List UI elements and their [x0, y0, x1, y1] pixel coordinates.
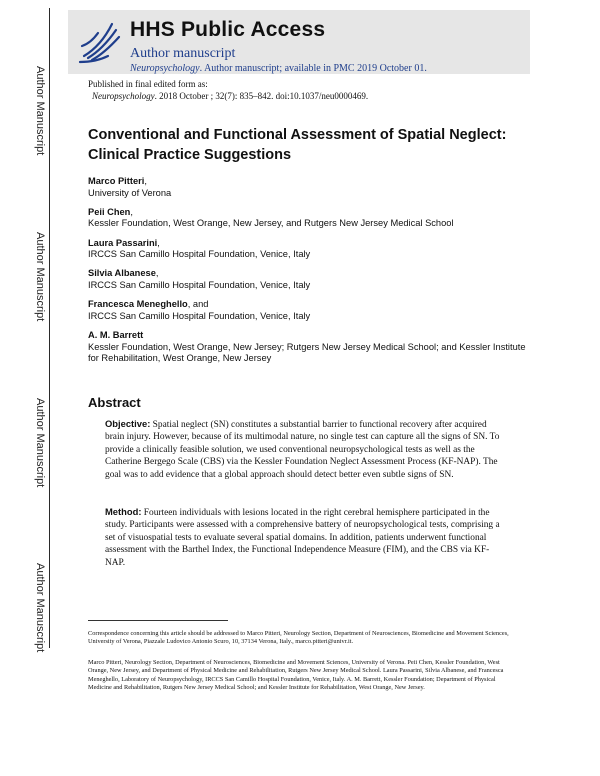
article-title-line-2: Clinical Practice Suggestions	[88, 147, 292, 163]
citation-journal: Neuropsychology	[92, 91, 155, 101]
banner-title: HHS Public Access	[130, 18, 326, 41]
hhs-public-access-banner	[68, 10, 530, 74]
author-manuscript-rail	[0, 0, 68, 776]
abstract-method	[105, 506, 505, 569]
citation	[88, 90, 368, 102]
objective-text: Spatial neglect (SN) constitutes a substantial barrier to functional recovery after acquired brain injury. However, because of its multimodal nature, no single test can capture all the signs of SN. To provide a clinically feasible solution, we used conventional neuropsychological tests as well as the Catherine Bergego Scale (CBS) via the Kessler Foundation Neglect Assessment Process (KF-NAP). The goal was to add evidence that a global approach should detect better even subtle signs of SN.	[105, 420, 500, 480]
author-entry	[88, 299, 528, 322]
affiliations-footnote: Marco Pitteri, Neurology Section, Department of Neurosciences, Biomedicine and Movement Sciences, University of Verona. Peii Chen, Kessler Foundation, West Orange, New Jersey, and Department of Physical Medicine and Rehabilitation, Rutgers New Jersey Medical School. Laura Passarini, Silvia Albanese, and Francesca Meneghello, Laboratory of Neuropsychology, IRCCS San Camillo Hospital Foundation, Venice, Italy. A. M. Barrett, Kessler Foundation; Department of Physical Medicine and Rehabilitation, Rutgers New Jersey Medical School; and Kessler Institute for Rehabilitation, West Orange, New Jersey.	[88, 659, 504, 691]
citation-details: . 2018 October ; 32(7): 835–842. doi:10.1037/neu0000469.	[154, 91, 369, 101]
author-name: A. M. Barrett	[88, 329, 144, 340]
banner-availability	[130, 63, 427, 74]
author-affiliation: Kessler Foundation, West Orange, New Jersey, and Rutgers New Jersey Medical School	[88, 218, 454, 229]
author-affiliation: IRCCS San Camillo Hospital Foundation, Venice, Italy	[88, 249, 311, 260]
author-affiliation: IRCCS San Camillo Hospital Foundation, Venice, Italy	[88, 310, 311, 321]
article-title-line-1: Conventional and Functional Assessment of Spatial Neglect:	[88, 127, 507, 143]
method-text: Fourteen individuals with lesions located in the right cerebral hemisphere participated in the study. Participants were assessed with a comprehensive battery of neuropsychological tests, comprising a set of visuospatial tests to evaluate several spatial domains. In addition, patients underwent functional assessment with the Barthel Index, the Functional Independence Measure (FIM), and the CBS via KF-NAP.	[105, 508, 500, 568]
author-suffix: ,	[144, 176, 147, 186]
author-name: Francesca Meneghello	[88, 299, 188, 310]
author-name: Peii Chen	[88, 206, 131, 217]
article-title	[88, 125, 528, 165]
author-suffix: , and	[187, 299, 209, 310]
author-suffix: ,	[130, 206, 133, 217]
publication-info	[88, 78, 368, 102]
hhs-eagle-logo-icon	[74, 16, 124, 68]
rail-divider	[49, 8, 50, 648]
author-affiliation: Kessler Foundation, West Orange, New Jersey; Rutgers New Jersey Medical School; and Kessler Institute for Rehabilitation, West Orange, New Jersey	[88, 341, 526, 364]
author-entry	[88, 207, 528, 230]
author-affiliation: IRCCS San Camillo Hospital Foundation, Venice, Italy	[88, 279, 311, 290]
objective-label: Objective:	[105, 418, 151, 429]
rail-label-3: Author Manuscript	[34, 398, 46, 488]
abstract-heading: Abstract	[88, 395, 141, 410]
author-name: Laura Passarini	[88, 237, 158, 248]
author-entry	[88, 238, 528, 261]
banner-availability-text: . Author manuscript; available in PMC 2019 October 01.	[199, 63, 427, 74]
banner-subtitle: Author manuscript	[130, 46, 236, 61]
rail-label-1: Author Manuscript	[34, 66, 46, 156]
method-label: Method:	[105, 506, 142, 517]
abstract-objective	[105, 418, 505, 481]
rail-label-2: Author Manuscript	[34, 232, 46, 322]
author-entry	[88, 268, 528, 291]
rail-label-4: Author Manuscript	[34, 563, 46, 653]
author-list	[88, 176, 528, 372]
footnote-divider	[88, 620, 228, 621]
author-name: Silvia Albanese	[88, 268, 156, 279]
correspondence-footnote: Correspondence concerning this article should be addressed to Marco Pitteri, Neurology Section, Department of Neurosciences, Biomedicine and Movement Sciences, University of Verona, Piazzale Ludovico Antonio Scuro, 10, 37134 Verona, Italy., marco.pitteri@univr.it.	[88, 630, 509, 646]
author-suffix: ,	[155, 268, 159, 279]
banner-journal: Neuropsychology	[130, 63, 200, 74]
author-affiliation: University of Verona	[88, 187, 172, 198]
published-label: Published in final edited form as:	[88, 79, 208, 89]
author-entry	[88, 176, 528, 199]
author-name: Marco Pitteri	[88, 176, 145, 186]
author-suffix: ,	[157, 237, 160, 248]
author-entry	[88, 330, 528, 365]
